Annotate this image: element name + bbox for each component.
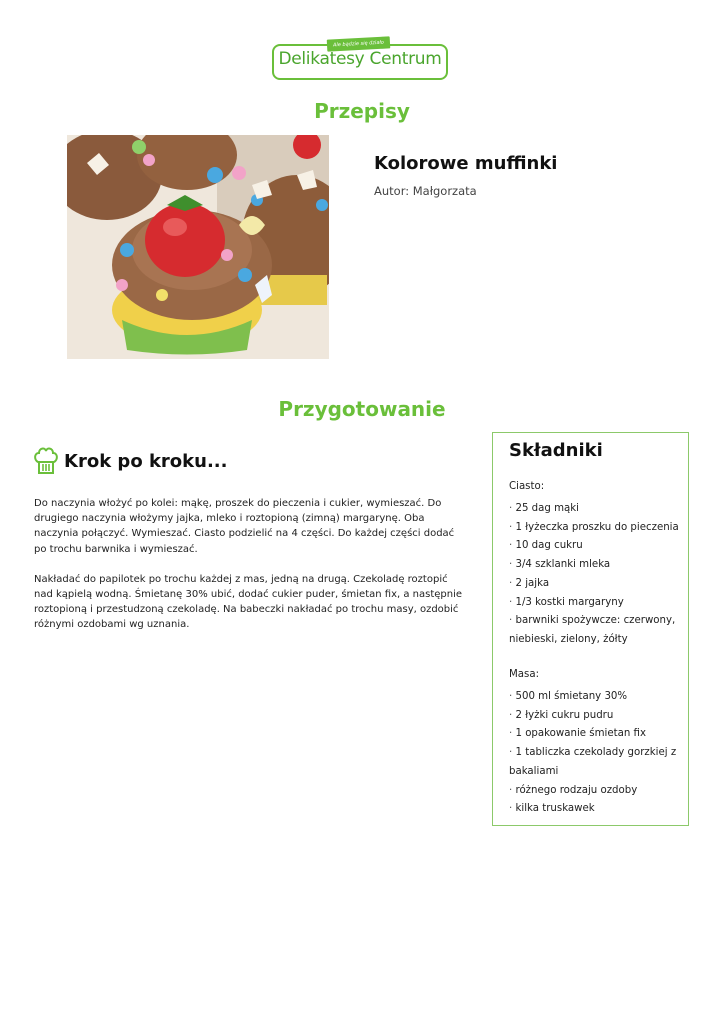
- ingredients-group-filling: [509, 669, 681, 819]
- ingredient-list: [509, 688, 681, 819]
- ingredient-item: · 25 dag mąki: [509, 500, 681, 519]
- ingredient-list: [509, 500, 681, 650]
- muffins-image: [67, 135, 329, 359]
- ingredients-title: Składniki: [509, 440, 603, 461]
- preparation-heading: Przygotowanie: [278, 397, 446, 421]
- step-paragraph: Nakładać do papilotek po trochu każdej z mas, jedną na drugą. Czekoladę roztopić nad kąpielą wodną. Śmietanę 30% ubić, dodać cukier puder, śmietan fix, a następnie roztopioną i przestudzoną czekoladę. Na babeczki nakładać po trochu masy, ozdobić różnymi ozdobami wg uznania.: [34, 573, 463, 631]
- page-title: Przepisy: [314, 99, 410, 123]
- ingredients-panel: [492, 432, 689, 826]
- ingredient-item: · 10 dag cukru: [509, 537, 681, 556]
- store-logo[interactable]: [272, 38, 450, 82]
- steps-title: Krok po kroku...: [64, 451, 228, 472]
- logo-name: Delikatesy Centrum: [278, 49, 442, 69]
- recipe-title: Kolorowe muffinki: [374, 153, 558, 174]
- ingredient-item: · barwniki spożywcze: czerwony, niebieski, zielony, żółty: [509, 612, 681, 649]
- logo-tagline: Ale bądzie się działo: [327, 36, 391, 51]
- ingredient-item: · kilka truskawek: [509, 800, 681, 819]
- ingredient-item: · 2 jajka: [509, 575, 681, 594]
- group-label: Ciasto:: [509, 481, 545, 492]
- ingredient-item: · 500 ml śmietany 30%: [509, 688, 681, 707]
- ingredient-item: · 3/4 szklanki mleka: [509, 556, 681, 575]
- ingredient-item: · 1 opakowanie śmietan fix: [509, 725, 681, 744]
- recipe-photo: [67, 135, 329, 359]
- ingredient-item: · 1/3 kostki margaryny: [509, 594, 681, 613]
- recipe-author: Autor: Małgorzata: [374, 184, 477, 198]
- ingredient-item: · 2 łyżki cukru pudru: [509, 707, 681, 726]
- ingredient-item: · 1 łyżeczka proszku do pieczenia: [509, 519, 681, 538]
- step-paragraph: Do naczynia włożyć po kolei: mąkę, proszek do pieczenia i cukier, wymieszać. Do drugiego naczynia włożymy jajka, mleko i roztopioną (zimną) margarynę. Oba naczynia połączyć. Wymieszać. Ciasto podzielić na 4 części. Do każdej części dodać po trochu barwnika i wymieszać.: [34, 498, 455, 555]
- ingredient-item: · różnego rodzaju ozdoby: [509, 782, 681, 801]
- ingredient-item: · 1 tabliczka czekolady gorzkiej z bakaliami: [509, 744, 681, 781]
- ingredients-group-dough: [509, 481, 681, 650]
- steps-body: [34, 496, 466, 648]
- chef-hat-icon: [34, 447, 58, 475]
- group-label: Masa:: [509, 669, 540, 680]
